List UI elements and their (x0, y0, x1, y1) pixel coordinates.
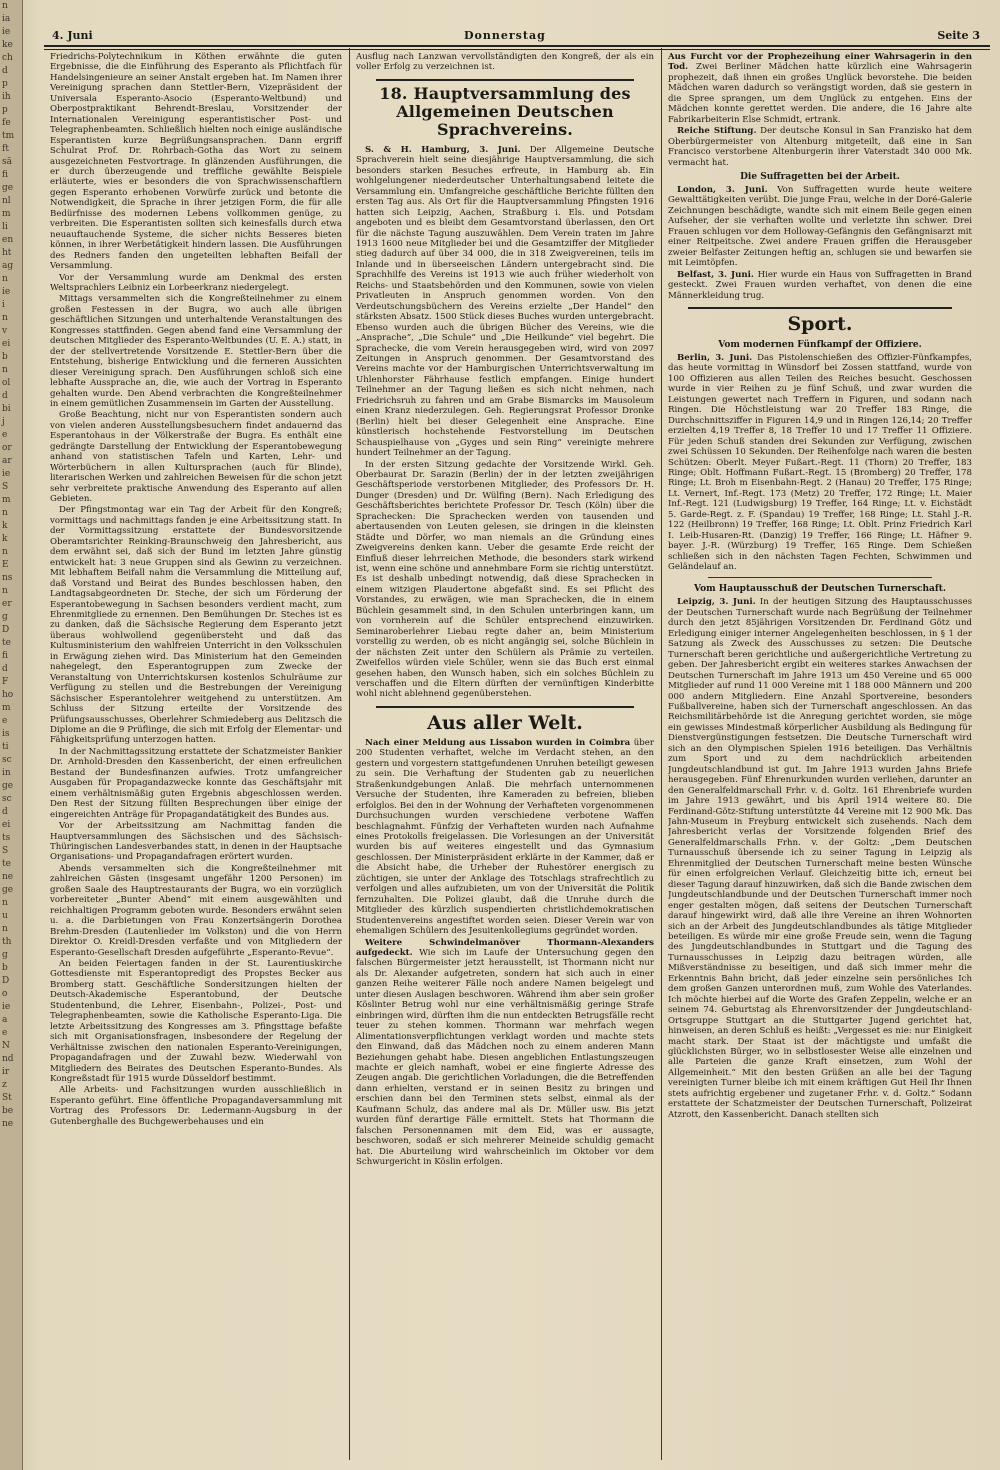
edge-fragment: ie (2, 1002, 11, 1012)
edge-fragment: tm (2, 131, 15, 141)
edge-fragment: ht (2, 248, 12, 258)
edge-fragment: th (2, 937, 12, 947)
header-date: 4. Juni (52, 29, 93, 42)
edge-fragment: ne (2, 872, 14, 882)
edge-fragment: b (2, 352, 8, 362)
page-header (44, 28, 990, 44)
edge-fragment: ns (2, 573, 13, 583)
article-paragraph: Ausflug nach Lanzwan vervollständigten den Kongreß, der als ein voller Erfolg zu verzeichnen ist. (356, 52, 654, 73)
edge-fragment: m (2, 495, 11, 505)
edge-fragment: n (2, 924, 8, 934)
edge-fragment: u (2, 911, 8, 921)
article-paragraph: In der heutigen Sitzung des Hauptausschusses der Deutschen Turnerschaft wurde nach Begrüßung der Teilnehmer durch den jetzt 85jährigen Vorsitzenden Dr. Ferdinand Götz und Erledigung einiger interner Angelegenheiten beschlossen, in § 1 der Satzung als Zweck des Ausschusses zu setzen: Die Deutsche Turnerschaft beren gerichtliche und außergerichtliche Vertretung zu geben. Der Jahresbericht ergibt ein weiteres starkes Anwachsen der Deutschen Turnerschaft im Jahre 1913 um 450 Vereine und 65 000 Mitglieder auf rund 11 000 Vereine mit 1 188 000 Männern und 200 000 andern Mitgliedern. Eine Anzahl Sportvereine, besonders Fußballvereine, haben sich der Turnerschaft angeschlossen. An das Reichsmilitärbehörde ist die Anregung gerichtet worden, sie möge ein gewisses Mindestmaß körperlicher Ausbildung als Bedingung für Dienstvergünstigungen festsetzen. Die Deutsche Turnerschaft wird sich an den Olympischen Spielen 1916 beteiligen. Das Verhältnis zum Sport und zu dem nachdrücklich arbeitenden Jungdeutschlandbund ist gut. Im Jahre 1913 wurden Jahns Briefe herausgegeben. Fünf Ehrenurkunden wurden verliehen, darunter an den Generalfeldmarschall Frhr. v. d. Goltz. 161 Ehrenbriefe wurden im Jahre 1913 gewährt, und bis April 1914 weitere 80. Die Ferdinand-Götz-Stiftung unterstützte 44 Vereine mit 12 900 Mk. Das Jahn-Museum in Freyburg entwickelt sich zusehends. Nach dem Jahresbericht verlas der Vorsitzende folgenden Brief des Generalfeldmarschalls Frhn. v. der Goltz: „Dem Deutschen Turnausschuß übersende ich zu seiner Tagung in Leipzig als Ehrenmitglied der Deutschen Turnerschaft meine besten Wünsche für einen erfolgreichen Verlauf. Gleichzeitig bitte ich, erneut bei dieser Tagung darauf hinzuwirken, daß sich die Bande zwischen dem Jungdeutschlandbunde und der Deutschen Turnerschaft immer noch enger gestalten mögen, daß seitens der Deutschen Turnerschaft darauf hingewirkt wird, daß alle ihre Vereine an ihren Wohnorten sich an der Arbeit des Jungdeutschlandbundes als tätige Mitglieder beteiligen. Es würde mir eine große Freude sein, wenn die Tagung des Jungdeutschlandbundes in Stuttgart und die Tagung des Turnausschusses in Leipzig dazu beitragen würden, alle Mißverständnisse zu beseitigen, und daß sich immer mehr die Erkenntnis Bahn bricht, daß jeder einzelne sein persönliches Ich dem großen Ganzen unterordnen muß, zum Wohle des Vaterlandes. Ich möchte hierbei auf die Worte des Grafen Zeppelin, welche er an seinem 74. Geburtstag als Ehrenvorsitzender der Jungdeutschland-Ortsgruppe Stuttgart an die Stuttgarter Jugend gerichtet hat, hinweisen, an deren Schluß es heißt: „Vergesset es nie: nur Einigkeit macht stark. Der Staat ist der mächtigste und umfaßt die glücklichsten Bürger, wo in selbstlosester Weise alle einzelnen und alle Parteien die ganze Kraft einsetzen, zum Wohl der Allgemeinheit.“ Mit den besten Grüßen an alle bei der Tagung vereinigten Turner bleibe ich mit einem kräftigen Gut Heil Ihr Ihnen stets aufrichtig ergebener und zugetaner Frhr. v. d. Goltz.“ Sodann erstattete der Schatzmeister der Deutschen Turnerschaft, Polizeirat Atzrott, den Kassenbericht. Danach stellten sich (668, 597, 972, 1120)
edge-fragment: sä (2, 157, 12, 167)
section-rule (708, 577, 932, 578)
edge-fragment: g (2, 612, 8, 622)
column-news-and-sport (668, 52, 972, 1457)
edge-fragment: e (2, 430, 8, 440)
edge-fragment: e (2, 716, 8, 726)
edge-fragment: ag (2, 261, 14, 271)
edge-fragment: ei (2, 339, 11, 349)
section-rule (688, 307, 952, 309)
edge-fragment: D (2, 976, 10, 986)
adjacent-page-edge (0, 0, 23, 1470)
header-page-number: Seite 3 (937, 29, 980, 42)
edge-fragment: bi (2, 404, 11, 414)
edge-fragment: z (2, 1080, 7, 1090)
edge-fragment: E (2, 560, 9, 570)
article-paragraph: Abends versammelten sich die Kongreßteilnehmer mit zahlreichen Gästen (insgesamt ungefähr 1200 Personen) im großen Saale des Hauptrestaurants der Bugra, wo ein vorzüglich vorbereiteter „Bunter Abend“ mit einem ausgewählten und reichhaltigen Programm geboten wurde. Besonders erwähnt seien u. a. die Darbietungen von Frau Konzertsängerin Dorothea Brehm-Dresden (Lautenlieder im Volkston) und die von Herrn Direktor O. Kreidl-Dresden verfaßte und von Mitgliedern der Esperanto-Gesellschaft Dresden aufgeführte „Esperanto-Revue“. (50, 863, 342, 958)
edge-fragment: n (2, 365, 8, 375)
edge-fragment: ft (2, 144, 9, 154)
edge-fragment: N (2, 1041, 10, 1051)
sub-headline: Die Suffragetten bei der Arbeit. (740, 171, 900, 182)
edge-fragment: be (2, 1106, 14, 1116)
edge-fragment: p (2, 105, 8, 115)
edge-fragment: n (2, 1, 8, 11)
edge-fragment: v (2, 326, 8, 336)
edge-fragment: d (2, 807, 8, 817)
edge-fragment: n (2, 586, 8, 596)
edge-fragment: ch (2, 53, 13, 63)
edge-fragment: b (2, 963, 8, 973)
edge-fragment: n (2, 274, 8, 284)
article-paragraph: Friedrichs-Polytechnikum in Köthen erwähnte die guten Ergebnisse, die die Einführung des Esperanto als Pflichtfach für Handelsingenieure an seiner Anstalt ergeben hat. Im Namen ihrer Vereinigung sprachen dann Stettler-Bern, Vizepräsident der Universala Esperanto-Asocio (Esperanto-Weltbund) und Oberpostpraktikant Behrendt-Breslau, Vorsitzender der Internationalen Vereinigung esperantistischer Post- und Telegraphenbeamten. Schließlich hielten noch einige ausländische Esperantisten kurze Begrüßungsansprachen. Dann ergriff Schulrat Prof. Dr. Rohrbach-Gotha das Wort zu seinem ausgezeichneten Festvortrage. In glänzenden Ausführungen, die er durch überzeugende und treffliche gewählte Beispiele erläuterte, wies er besonders die von Sprachwissenschaftlern gegen Esperanto erhobenen Vorwürfe zurück und betonte die Notwendigkeit, die Sprache in ihrer jetzigen Form, die für alle Bedürfnisse des modernen Lebens vollkommen genüge, zu verbreiten. Die Esperantisten sollten sich keinesfalls durch etwa neuauftauchende Systeme, die sicher nichts Besseres bieten können, in ihrer Werbetätigkeit hindern lassen. Die Ausführungen des Redners fanden den ungeteilten lebhaften Beifall der Versammlung. (50, 52, 342, 272)
edge-fragment: ia (2, 14, 11, 24)
article-paragraph: Große Beachtung, nicht nur von Esperantisten sondern auch von vielen anderen Ausstellungsbesuchern findet andauernd das Esperantohaus in der Völkerstraße der Bugra. Es enthält eine gedrängte Darstellung der Entwicklung der Esperantobewegung anhand von statistischen Tafeln und Karten, Lehr- und Wörterbüchern in allen Kultursprachen (auch für Blinde), literarischen Werken und zahlreichen Beweisen für die schon jetzt sehr verbreitete praktische Anwendung des Esperanto auf allen Gebieten. (50, 410, 342, 505)
article-paragraph: Das Pistolenschießen des Offizier-Fünfkampfes, das heute vormittag in Wünsdorf bei Zossen stattfand, wurde von 100 Offizieren aus allen Teilen des Reiches besucht. Geschossen wurde in vier Reihen zu je fünf Schuß, und zwar wurden die Leistungen gewertet nach Treffern in Figuren, und sodann nach Ringen. Die Höchstleistung war 20 Treffer 183 Ringe, die Durchschnittsziffer in Figuren 14,9 und in Ringen 126,14; 20 Treffer erzielten 4,19 Treffer 8, 18 Treffer 10 und 17 Treffer 11 Offiziere. Für jeden Schuß standen drei Sekunden zur Verfügung, zwischen zwei Schüssen 10 Sekunden. Der Reihenfolge nach waren die besten Schützen: Oberlt. Meyer Fußart.-Regt. 11 (Thorn) 20 Treffer, 183 Ringe; Oblt. Hoffmann Fußart.-Regt. 15 (Bromberg) 20 Treffer, 178 Ringe; Lt. Broh m Eisenbahn-Regt. 2 (Hanau) 20 Treffer, 175 Ringe; Lt. Vernert, Inf.-Regt. 173 (Metz) 20 Treffer, 172 Ringe; Lt. Maier Inf.-Regt. 121 (Ludwigsburg) 19 Treffer, 164 Ringe; Lt. v. Eichstädt 5. Garde-Regt. z. F. (Spandau) 19 Treffer, 168 Ringe; Lt. Stahl J.-R. 122 (Heilbronn) 19 Treffer, 168 Ringe; Lt. Oblt. Prinz Friedrich Karl I. Leib-Husaren-Rt. (Danzig) 19 Treffer, 166 Ringe; Lt. Häfner 9. bayer. J.-R. (Würzburg) 19 Treffer, 165 Ringe. Dem Schießen schließen sich in den nächsten Tagen Fechten, Schwimmen und Geländelauf an. (668, 352, 972, 573)
edge-fragment: ol (2, 378, 11, 388)
article-paragraph: In der Nachmittagssitzung erstattete der Schatzmeister Bankier Dr. Arnhold-Dresden den Kassenbericht, der einen erfreulichen Bestand der Bundesfinanzen aufwies. Trotz umfangreicher Ausgaben für Propagandazwecke konnte das Geschäftsjahr mit einem verhältnismäßig guten Ergebnis abgeschlossen werden. Den Rest der Sitzung füllten Besprechungen über einige der eingereichten Anträge für Propagandatätigkeit des Bundes aus. (50, 746, 342, 820)
sub-headline: Vom modernen Fünfkampf der Offiziere. (718, 339, 922, 350)
article-paragraph: Hier wurde ein Haus von Suffragetten in Brand gesteckt. Zwei Frauen wurden verhaftet, von denen die eine Männerkleidung trug. (668, 269, 972, 301)
edge-fragment: F (2, 677, 9, 687)
article-paragraph: Vor der Arbeitssitzung am Nachmittag fanden die Hauptversammlungen des Sächsischen und des Sächsisch-Thüringischen Landesverbandes statt, in denen in der Hauptsache Organisations- und Propagandafragen erörtert wurden. (50, 821, 342, 863)
edge-fragment: ie (2, 287, 11, 297)
dateline: Belfast, 3. Juni. (677, 269, 754, 280)
edge-fragment: S (2, 846, 9, 856)
edge-fragment: fi (2, 170, 9, 180)
edge-fragment: d (2, 391, 8, 401)
edge-fragment: ar (2, 456, 12, 466)
article-paragraph: Der Pfingstmontag war ein Tag der Arbeit für den Kongreß; vormittags und nachmittags fanden je eine Arbeitssitzung statt. In der Vormittagssitzung erstattete der Bundesvorsitzende Oberamtsrichter Reinking-Braunschweig den Jahresbericht, aus dem erwähnt sei, daß sich der Bund im letzten Jahre günstig entwickelt hat: 3 neue Gruppen sind als Gewinn zu verzeichnen. Mit lebhaftem Beifall nahm die Versammlung die Mitteilung auf, daß Vorstand und Beirat des Bundes beschlossen haben, den Landtagsabgeordneten Dr. Steche, der sich um Förderung der Esperantobewegung in Sachsen besonders verdient macht, zum Ehrenmitgliede zu ernennen. Den Bemühungen Dr. Steches ist es zu danken, daß die Sächsische Regierung dem Esperanto jetzt überaus wohlwollend gegenübersteht und daß das Kultusministerium den wahlfreien Unterricht in den Volksschulen in Erwägung ziehen wird. Das Ministerium hat den Gemeinden nahegelegt, den Esperantogruppen zum Zwecke der Veranstaltung von Unterrichtskursen kostenlos Schulräume zur Verfügung zu stellen und die Bestrebungen der Vereinigung Sächsischer Esperantolehrer weitgehend zu unterstützen. Am Schluss der Sitzung erteilte der Vorsitzende des Prüfungsausschusses, Oberlehrer Schmiedeberg aus Delitzsch die Diplome an die 9 Prüflinge, die sich mit Erfolg der Elementar- und Fähigkeitsprüfung unterzogen hatten. (50, 505, 342, 746)
edge-fragment: or (2, 443, 12, 453)
edge-fragment: S (2, 482, 9, 492)
edge-fragment: g (2, 950, 8, 960)
edge-fragment: sc (2, 755, 12, 765)
article-paragraph: An beiden Feiertagen fanden in der St. Laurentiuskirche Gottesdienste mit Esperantopredigt des Propstes Becker aus Bromberg statt. Geschäftliche Sondersitzungen hielten der Deutsch-Akademische Esperantobund, der Deutsche Studentenbund, die Lehrer, Eisenbahn-, Polizei-, Post- und Telegraphenbeamten, sowie die Katholische Esperanto-Liga. Die letzte Arbeitssitzung des Kongresses am 3. Pfingsttage befaßte sich mit Organisationsfragen, insbesondere der Regelung der Verhältnisse zwischen den nationalen Esperanto-Vereinigungen, Propagandafragen und der Zuwahl bezw. Wiederwahl von Mitgliedern des Beirates des Deutschen Esperanto-Bundes. Als Kongreßstadt für 1915 wurde Düsseldorf bestimmt. (50, 958, 342, 1084)
article-paragraph: Der Allgemeine Deutsche Sprachverein hielt seine diesjährige Hauptversammlung, die sich besonders starken Besuches erfreute, in Hamburg ab. Ein wohlgelungener niederdeutscher Unterhaltungsabend leitete die Versammlung ein. Umfangreiche geschäftliche Berichte füllten den ersten Tag aus. Als Ort für die Hauptversammlung Pfingsten 1916 hatten sich Leipzig, Aachen, Straßburg i. Els. und Potsdam angeboten und es bleibt dem Gesamtvorstand überlassen, den Ort für die nächste Tagung auszuwählen. Dem Verein traten im Jahre 1913 1600 neue Mitglieder bei und die Gesamtziffer der Mitglieder stieg dadurch auf über 34 000, die in 318 Zweigvereinen, teils im Inlande und in überseeischen Ländern untergebracht sind. Die Sprachhilfe des Vereins ist 1913 wie auch früher wiederholt von Reichs- und Staatsbehörden und den Kommunen, sowie von vielen Privatleuten in Anspruch genommen worden. Von den Verdeutschungsbüchern des Vereins erzielte „Der Handel“ den stärksten Absatz. 1500 Stück dieses Buches wurden untergebracht. Ebenso wurden auch die übrigen Bücher des Vereins, wie die „Ansprache“, „Die Schule“ und „Die Heilkunde“ viel begehrt. Die Sprachecke, die vom Verein herausgegeben wird, wird von 2097 Zeitungen in Anspruch genommen. Der Gesamtvorstand des Vereins machte vor der Hamburgischen Unterrichtsverwaltung im Uhlenhorster Fährhause festlich empfangen. Einige hundert Teilnehmer an der Tagung ließen es sich nicht nehmen, nach Friedrichsruh zu fahren und am Grabe Bismarcks im Mausoleum einen Kranz niederzulegen. Geh. Regierungsrat Professor Dronke (Berlin) hielt bei dieser Gelegenheit eine Ansprache. Eine künstlerisch hochstehende Festvorstellung im Deutschen Schauspielhause von „Gyges und sein Ring“ vereinigte mehrere hundert Teilnehmer an der Tagung. (356, 144, 654, 459)
edge-fragment: te (2, 638, 11, 648)
news-lead: Nach einer Meldung aus Lissabon wurden in Coimbra (365, 737, 631, 748)
article-paragraph: Vor der Versammlung wurde am Denkmal des ersten Weltsprachlers Leibniz ein Lorbeerkranz niedergelegt. (50, 272, 342, 293)
edge-fragment: p (2, 79, 8, 89)
edge-fragment: ti (2, 742, 9, 752)
edge-fragment: D (2, 625, 10, 635)
edge-fragment: k (2, 521, 8, 531)
edge-fragment: ie (2, 469, 11, 479)
article-paragraph: Alle Arbeits- und Fachsitzungen wurden ausschließlich in Esperanto geführt. Eine öffentliche Propagandaversammlung mit Vortrag des Professors Dr. Ledermann-Augsburg in der Gutenberghalle des Buchgewerbehauses und ein (50, 1085, 342, 1127)
edge-fragment: m (2, 209, 11, 219)
header-rule (44, 45, 990, 50)
section-rule (376, 79, 634, 81)
edge-fragment: ts (2, 833, 11, 843)
edge-fragment: ih (2, 92, 11, 102)
news-lead: Aus Furcht vor der Prophezeihung einer Wahrsagerin in den Tod. (668, 52, 972, 73)
edge-fragment: li (2, 222, 8, 232)
edge-fragment: ie (2, 27, 11, 37)
edge-fragment: e (2, 1028, 8, 1038)
article-paragraph: Von Suffragetten wurde heute weitere Gewalttätigkeiten verübt. Die junge Frau, welche in der Doré-Galerie Zeichnungen beschädigte, wandte sich mit einem Beile gegen einen Aufseher, der sie verhaften wollte und verletzte ihn schwer. Drei Frauen schlugen vor dem Holloway-Gefängnis den Gefängnisarzt mit einer Reitpeitsche. Zwei andere Frauen griffen die Herausgeber zweier Belfaster Zeitungen heftig an, schlugen sie und bewarfen sie mit Leimtöpfen. (668, 184, 972, 269)
edge-fragment: a (2, 1015, 8, 1025)
edge-fragment: d (2, 664, 8, 674)
edge-fragment: fe (2, 118, 11, 128)
article-headline: 18. Hauptversammlung des Allgemeinen Deutschen Sprachvereins. (379, 83, 631, 139)
edge-fragment: er (2, 599, 12, 609)
dateline: Berlin, 3. Juni. (677, 352, 753, 363)
article-paragraph: Zwei Berliner Mädchen hatte kürzlich eine Wahrsagerin prophezeit, daß ihnen ein großes Unglück bevorstehe. Die beiden Mädchen waren dadurch so verängstigt worden, daß sie gestern in die Spree sprangen, um dem Unglück zu entgehen. Eins der Mädchen konnte gerettet werden. Die andere, die 16 Jahre alte Fabrikarbeiterin Else Schmidt, ertrank. (668, 62, 972, 125)
edge-fragment: j (2, 417, 5, 427)
edge-fragment: St (2, 1093, 12, 1103)
edge-fragment: ge (2, 885, 14, 895)
edge-fragment: te (2, 859, 11, 869)
dateline: Leipzig, 3. Juni. (677, 597, 756, 608)
edge-fragment: ho (2, 690, 14, 700)
edge-fragment: n (2, 508, 8, 518)
edge-fragment: fi (2, 651, 9, 661)
edge-fragment: en (2, 235, 14, 245)
edge-fragment: k (2, 534, 8, 544)
news-lead: Weitere Schwindelmanöver Thormann-Alexanders aufgedeckt. (356, 937, 654, 958)
dateline: S. & H. Hamburg, 3. Juni. (365, 144, 521, 155)
column-sprachverein-and-world-news (356, 52, 654, 1457)
edge-fragment: i (2, 300, 5, 310)
edge-fragment: in (2, 768, 11, 778)
column-divider (661, 48, 662, 1460)
edge-fragment: n (2, 313, 8, 323)
column-divider (349, 48, 350, 1460)
edge-fragment: d (2, 66, 8, 76)
edge-fragment: is (2, 729, 10, 739)
header-weekday: Donnerstag (464, 29, 546, 42)
edge-fragment: n (2, 898, 8, 908)
edge-fragment: o (2, 989, 8, 999)
article-paragraph: über 200 Studenten verhaftet, welche im Verdacht stehen, an den gestern und vorgestern stattgefundenen Unruhen beteiligt gewesen zu sein. Die Verhaftung der Studenten gab zu neuerlichen Straßenkundgebungen Anlaß. Die mehrfach unternommenen Versuche der Studenten, ihre Kameraden zu befreien, blieben erfolglos. Bei den in der Wohnung der Verhafteten vorgenommenen Durchsuchungen wurden verschiedene verbotene Waffen beschlagnahmt. Fünfzig der Verhafteten wurden nach Aufnahme eines Protokolls freigelassen. Die Vorlesungen an der Universität wurden bis auf weiteres eingestellt und das Gymnasium geschlossen. Der Ministerpräsident erklärte in der Kammer, daß er die Absicht habe, die Urheber der Ruhestörer energisch zu züchtigen, sie unter der Anklage des Totschlags strafrechtlich zu verfolgen und alles aufzubieten, um von der Universität die Politik fernzuhalten. Die Polizei glaubt, daß die Unruhe durch die Mitglieder des kürzlich suspendierten christlichdemokratischen Studentenvereins angestiftet worden seien. Dieser Verein war von ehemaligen Schülern des Jesuitenkollegiums gegründet worden. (356, 737, 654, 937)
edge-fragment: ne (2, 1119, 14, 1129)
edge-fragment: nd (2, 1054, 14, 1064)
column-esperanto-congress (50, 52, 342, 1457)
edge-fragment: ge (2, 781, 14, 791)
article-paragraph: Der deutsche Konsul in San Franzisko hat dem Oberbürgermeister von Altenburg mitgeteilt, daß eine in San Francisco verstorbene Altenburgerin ihrer Vaterstadt 340 000 Mk. vermacht hat. (668, 126, 972, 168)
article-paragraph: Wie sich im Laufe der Untersuchung gegen den falschen Bürgermeister jetzt herausstellt, ist Thormann nicht nur als Dr. Alexander aufgetreten, sondern hat sich auch in einer ganzen Reihe weiterer Fälle noch andere Namen beigelegt und unter diesen Auslagen beschworen. Während ihm aber sein großer Köslinter Betrug wohl nur eine verhältnismäßig geringe Strafe einbringen wird, dürften ihm die nun entdeckten Betrugsfälle recht teuer zu stehen kommen. Thormann war mehrfach wegen Alimentationsverpflichtungen verklagt worden und machte stets den Einwand, daß das Mädchen noch zu einem anderen Mann Beziehungen gehabt habe. Diesen angeblichen Entlastungszeugen machte er gleich namhaft, wobei er eine fingierte Adresse des Zeugen angab. Die gerichtlichen Vorladungen, die die Betreffenden dann erhielten, verstand er in seinen Besitz zu bringen und erschien dann bei den Terminen stets selbst, einmal als der Kaufmann Schulz, das andere mal als Dr. Müller usw. Bis jetzt wurden fünf derartige Fälle ermittelt. Stets hat Thormann die falschen Personennamen mit dem Eid, was er aussagte, beschworen, sodaß er sich mehrerer Meineide schuldig gemacht hat. Die Aburteilung wird wahrscheinlich im Oktober vor dem Schwurgericht in Köslin erfolgen. (356, 947, 654, 1168)
sub-headline: Vom Hauptausschuß der Deutschen Turnerschaft. (693, 584, 947, 595)
article-paragraph: In der ersten Sitzung gedachte der Vorsitzende Wirkl. Geh. Oberbaurat Dr. Sarazin (Berlin) der in der letzten zweijährigen Geschäftsperiode verstorbenen Mitglieder, des Professors Dr. H. Dunger (Dresden) und Dr. Wülfing (Bern). Nach Erledigung des Geschäftsberichtes berichtete Professor Dr. Tesch (Köln) über die Sprachecken: Die Sprachecken werden von tausenden und abertausenden von Leuten gelesen, sie dringen in die kleinsten Städte und Dörfer, wo man niemals an die Gründung eines Zweigvereins denken kann. Ueber die gesamte Erde reicht der Einfluß dieser lehrreichen Methode, die besonders stark wirkend ist, wenn eine schöne und annehmbare Form sie richtig unterstützt. Es ist deshalb unbedingt notwendig, daß diese Sprachecken in einem witzigen Plaudertone abgefaßt sind. Es sei Pflicht des Vorstandes, zu erwägen, wie man Sprachecken, die in einem Büchlein gesammelt sind, in den Schulen unterbringen kann, um von vornherein auf die Schüler entsprechend einzuwirken. Seminaroberlehrer Liebau regte daher an, beim Ministerium vorstellig zu werden, ob es nicht angängig sei, solche Büchlein in der nächsten Zeit unter den Schülern als Prämie zu verteilen. Zweifellos würden viele Schüler, wenn sie das Buch erst einmal gesehen haben, den Wunsch haben, sich ein solches Büchlein zu verschaffen und die Eltern dürften der vernünftigen Kinderbitte wohl nicht ablehnend gegenüberstehen. (356, 459, 654, 700)
edge-fragment: ei (2, 820, 11, 830)
section-rule (376, 706, 634, 708)
edge-fragment: ir (2, 1067, 10, 1077)
section-title: Sport. (787, 312, 853, 335)
dateline: London, 3. Juni. (677, 184, 768, 195)
article-paragraph: Mittags versammelten sich die Kongreßteilnehmer zu einem großen Festessen in der Bugra, wo auch alle übrigen geschäftlichen Sitzungen und unterhaltende Veranstaltungen des Kongresses stattfinden. Gegen abend fand eine Versammlung der deutschen Mitglieder des Esperanto-Weltbundes (U. E. A.) statt, in der der stellvertretende Vorsitzende E. Stettler-Bern über die Entstehung, bisherige Entwicklung und die ferneren Aussichten dieser Vereinigung sprach. Den Ausführungen schloß sich eine lebhafte Aussprache an, die, wie auch der Vortrag in Esperanto gehalten wurde. Den Abend verbrachten die Kongreßteilnehmer in einem gemütlichen Zusammensein im Garten der Ausstellung. (50, 294, 342, 409)
edge-fragment: nl (2, 196, 11, 206)
news-lead: Reiche Stiftung. (677, 126, 757, 137)
edge-fragment: sc (2, 794, 12, 804)
section-title: Aus aller Welt. (427, 711, 583, 734)
edge-fragment: n (2, 547, 8, 557)
edge-fragment: ge (2, 183, 14, 193)
edge-fragment: ke (2, 40, 13, 50)
edge-fragment: m (2, 703, 11, 713)
